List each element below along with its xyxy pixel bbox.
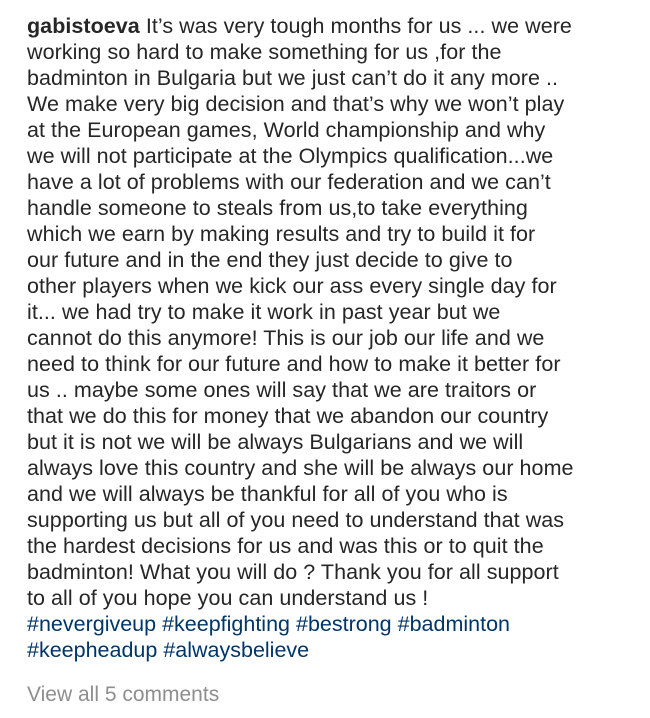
caption-line: we will not participate at the Olympics qualification...we [27,144,554,168]
caption-line: which we earn by making results and try to build it for [27,222,536,246]
caption-line: need to think for our future and how to make it better for [27,352,561,376]
caption-line: us .. maybe some ones will say that we are traitors or [27,378,537,402]
caption-line: cannot do this anymore! This is our job our life and we [27,326,545,350]
caption-line: and we will always be thankful for all of you who is [27,482,508,506]
hashtag-link[interactable]: #alwaysbelieve [163,638,310,662]
view-all-comments-link[interactable]: View all 5 comments [27,683,220,706]
caption-line: working so hard to make something for us ,for the [27,40,502,64]
caption-line: our future and in the end they just decide to give to [27,248,513,272]
caption-line: but it is not we will be always Bulgarians and we will [27,430,524,454]
hashtag-list [27,611,636,663]
caption-line: at the European games, World championship and why [27,118,546,142]
username-link[interactable]: gabistoeva [27,14,140,38]
caption-line: the hardest decisions for us and was this or to quit the [27,534,544,558]
caption-line: it... we had try to make it work in past year but we [27,300,501,324]
caption [27,13,636,611]
caption-line: handle someone to steals from us,to take everything [27,196,528,220]
caption-line: that we do this for money that we abandon our country [27,404,549,428]
caption-line: other players when we kick our ass every single day for [27,274,557,298]
hashtag-row [27,637,636,663]
hashtag-link[interactable]: #badminton [397,612,510,636]
caption-line: have a lot of problems with our federation and we can’t [27,170,551,194]
caption-line: badminton! What you will do ? Thank you for all support [27,560,559,584]
caption-line: supporting us but all of you need to understand that was [27,508,565,532]
hashtag-row [27,611,636,637]
hashtag-link[interactable]: #keepheadup [27,638,158,662]
hashtag-link[interactable]: #keepfighting [162,612,291,636]
hashtag-link[interactable]: #bestrong [296,612,392,636]
caption-line: always love this country and she will be always our home [27,456,574,480]
caption-line: We make very big decision and that’s why we won’t play [27,92,565,116]
caption-line: badminton in Bulgaria but we just can’t do it any more .. [27,66,559,90]
caption-line: It’s was very tough months for us ... we were [145,14,572,38]
hashtag-link[interactable]: #nevergiveup [27,612,157,636]
caption-line: to all of you hope you can understand us ! [27,586,429,610]
